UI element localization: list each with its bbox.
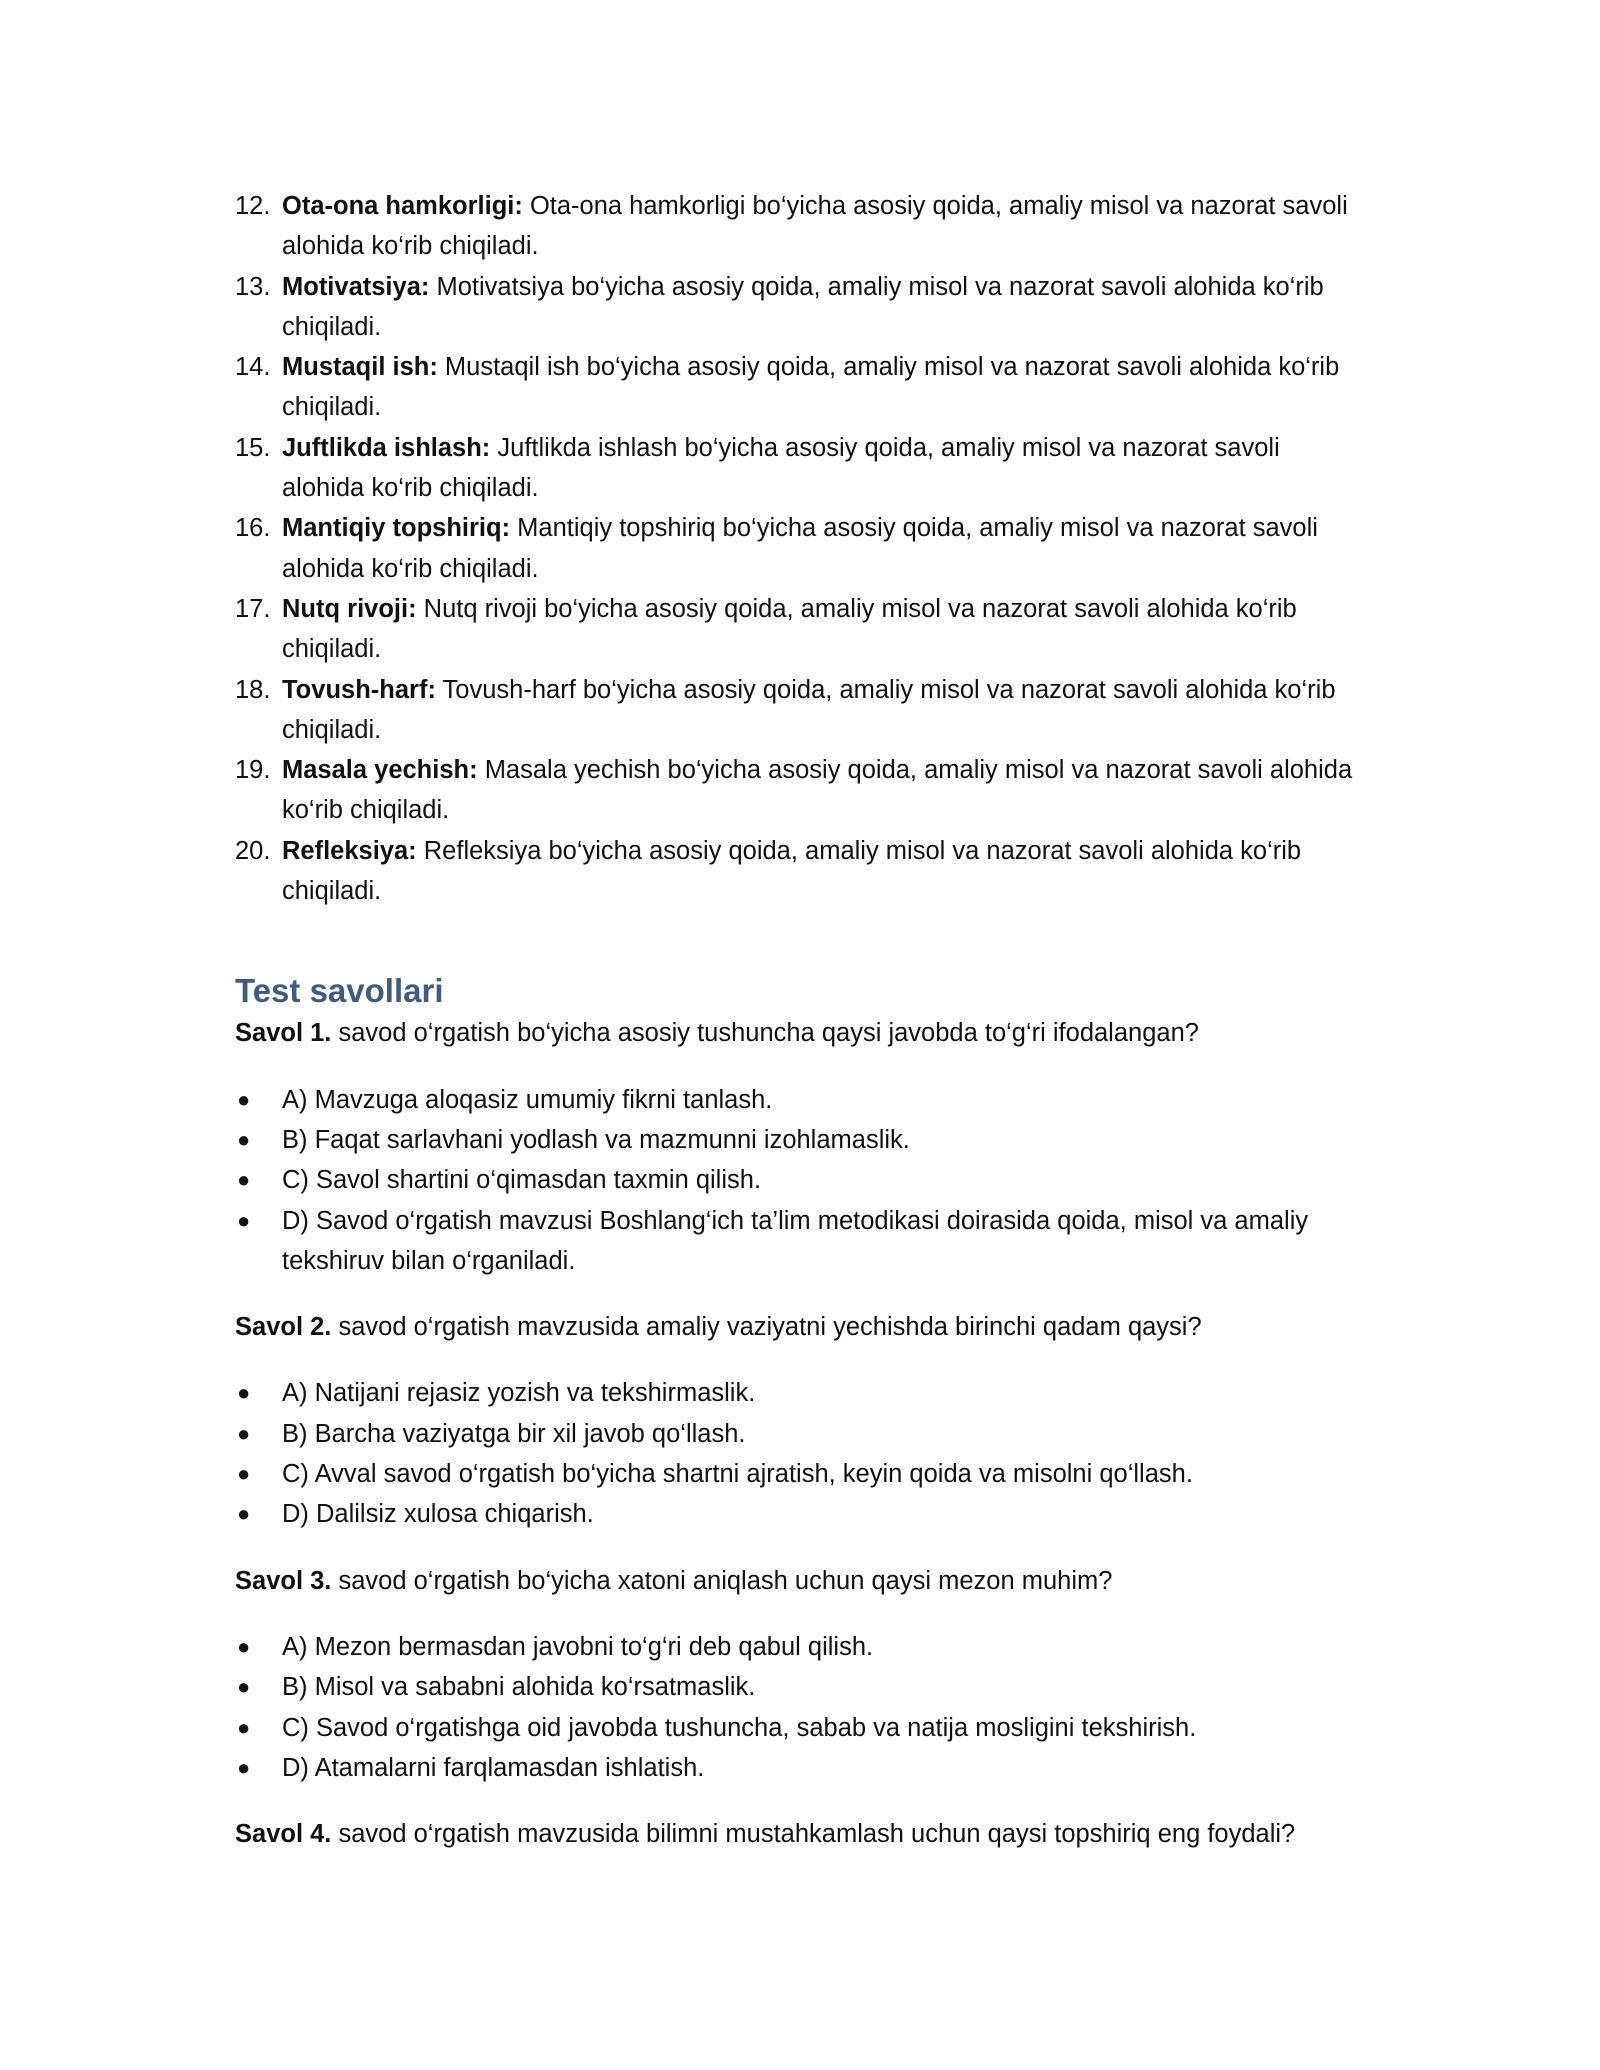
list-item: [235, 750, 1365, 831]
bullet-icon: ●: [237, 1633, 251, 1659]
option-item: [235, 1373, 1365, 1413]
item-text: Ota-ona hamkorligi bo‘yicha asosiy qoida, amaliy misol va nazorat savoli alohida ko‘rib chiqiladi.: [282, 192, 1348, 261]
option-text: C) Savod o‘rgatishga oid javobda tushuncha, sabab va natija mosligini tekshirish.: [282, 1713, 1197, 1742]
question-text: savod o‘rgatish mavzusida bilimni mustahkamlash uchun qaysi topshiriq eng foydali?: [331, 1820, 1296, 1849]
item-number: 20.: [235, 836, 271, 865]
option-item: [235, 1494, 1365, 1534]
option-text: B) Faqat sarlavhani yodlash va mazmunni izohlamaslik.: [282, 1125, 910, 1154]
question-label: Savol 2.: [235, 1313, 332, 1342]
option-item: [235, 1414, 1365, 1454]
item-number: 19.: [235, 756, 271, 785]
list-item: [235, 347, 1365, 428]
bullet-icon: ●: [237, 1714, 251, 1740]
item-text: Masala yechish bo‘yicha asosiy qoida, amaliy misol va nazorat savoli alohida ko‘rib chiqiladi.: [282, 756, 1353, 825]
question-label: Savol 1.: [235, 1019, 332, 1048]
page-content: [235, 186, 1365, 1854]
item-text: Motivatsiya bo‘yicha asosiy qoida, amaliy misol va nazorat savoli alohida ko‘rib chiqiladi.: [282, 272, 1324, 341]
item-number: 17.: [235, 594, 271, 623]
item-number: 16.: [235, 514, 271, 543]
bullet-icon: ●: [237, 1207, 251, 1233]
option-item: [235, 1748, 1365, 1788]
list-item: [235, 831, 1365, 912]
bullet-icon: ●: [237, 1126, 251, 1152]
list-item: [235, 508, 1365, 589]
option-item: [235, 1160, 1365, 1200]
option-item: [235, 1667, 1365, 1707]
bullet-icon: ●: [237, 1420, 251, 1446]
item-text: Mustaqil ish bo‘yicha asosiy qoida, amaliy misol va nazorat savoli alohida ko‘rib chiqiladi.: [282, 353, 1340, 422]
item-text: Tovush-harf bo‘yicha asosiy qoida, amaliy misol va nazorat savoli alohida ko‘rib chiqiladi.: [282, 675, 1336, 744]
item-number: 12.: [235, 192, 271, 220]
option-text: D) Atamalarni farqlamasdan ishlatish.: [282, 1753, 705, 1782]
options-list: [235, 1080, 1365, 1281]
option-text: A) Mavzuga aloqasiz umumiy fikrni tanlash.: [282, 1085, 773, 1114]
option-text: A) Mezon bermasdan javobni to‘g‘ri deb qabul qilish.: [282, 1632, 874, 1661]
option-text: C) Savol shartini o‘qimasdan taxmin qilish.: [282, 1166, 762, 1195]
item-term: Juftlikda ishlash:: [282, 433, 491, 462]
question-label: Savol 4.: [235, 1820, 332, 1849]
item-text: Nutq rivoji bo‘yicha asosiy qoida, amaliy misol va nazorat savoli alohida ko‘rib chiqiladi.: [282, 594, 1297, 664]
item-term: Refleksiya:: [282, 836, 417, 865]
option-item: [235, 1201, 1365, 1282]
section-heading: Test savollari: [235, 972, 444, 1010]
item-term: Tovush-harf:: [282, 675, 436, 704]
item-text: Juftlikda ishlash bo‘yicha asosiy qoida, amaliy misol va nazorat savoli alohida ko‘rib chiqiladi.: [282, 433, 1280, 503]
option-text: C) Avval savod o‘rgatish bo‘yicha shartni ajratish, keyin qoida va misolni qo‘llash.: [282, 1460, 1193, 1489]
bullet-icon: ●: [237, 1380, 251, 1406]
question-label: Savol 3.: [235, 1566, 332, 1595]
question-1: [235, 1013, 1365, 1053]
item-text: Mantiqiy topshiriq bo‘yicha asosiy qoida, amaliy misol va nazorat savoli alohida ko‘rib chiqiladi.: [282, 514, 1318, 583]
list-item: [235, 670, 1365, 751]
bullet-icon: ●: [237, 1461, 251, 1487]
options-list: [235, 1627, 1365, 1788]
option-item: [235, 1627, 1365, 1667]
item-number: 18.: [235, 675, 271, 704]
question-text: savod o‘rgatish bo‘yicha xatoni aniqlash uchun qaysi mezon muhim?: [331, 1566, 1113, 1595]
option-text: D) Savod o‘rgatish mavzusi Boshlang‘ich ta’lim metodikasi doirasida qoida, misol va amaliy tekshiruv bilan o‘rganiladi.: [282, 1206, 1309, 1275]
option-item: [235, 1454, 1365, 1494]
option-item: [235, 1708, 1365, 1748]
list-item: [235, 186, 1365, 267]
question-3: [235, 1561, 1365, 1601]
item-number: 14.: [235, 353, 271, 382]
item-term: Motivatsiya:: [282, 272, 430, 301]
list-item: [235, 589, 1365, 670]
options-list: [235, 1373, 1365, 1534]
bullet-icon: ●: [237, 1754, 251, 1780]
item-term: Mustaqil ish:: [282, 353, 438, 382]
item-term: Masala yechish:: [282, 756, 478, 785]
bullet-icon: ●: [237, 1167, 251, 1193]
option-text: D) Dalilsiz xulosa chiqarish.: [282, 1500, 594, 1529]
option-text: B) Misol va sababni alohida ko‘rsatmaslik.: [282, 1673, 756, 1702]
option-item: [235, 1120, 1365, 1160]
bullet-icon: ●: [237, 1086, 251, 1112]
bullet-icon: ●: [237, 1501, 251, 1527]
list-item: [235, 428, 1365, 509]
item-number: 13.: [235, 272, 271, 301]
item-term: Mantiqiy topshiriq:: [282, 514, 511, 543]
item-term: Nutq rivoji:: [282, 594, 417, 623]
list-item: [235, 267, 1365, 348]
option-item: [235, 1080, 1365, 1120]
item-text: Refleksiya bo‘yicha asosiy qoida, amaliy misol va nazorat savoli alohida ko‘rib chiqiladi.: [282, 836, 1302, 906]
question-4: [235, 1814, 1365, 1854]
option-text: B) Barcha vaziyatga bir xil javob qo‘llash.: [282, 1419, 746, 1448]
question-text: savod o‘rgatish mavzusida amaliy vaziyatni yechishda birinchi qadam qaysi?: [331, 1313, 1202, 1342]
option-text: A) Natijani rejasiz yozish va tekshirmaslik.: [282, 1379, 756, 1408]
question-text: savod o‘rgatish bo‘yicha asosiy tushuncha qaysi javobda to‘g‘ri ifodalangan?: [331, 1019, 1199, 1048]
bullet-icon: ●: [237, 1674, 251, 1700]
item-term: Ota-ona hamkorligi:: [282, 192, 523, 220]
item-number: 15.: [235, 433, 271, 462]
question-2: [235, 1307, 1365, 1347]
numbered-list: [235, 186, 1365, 911]
